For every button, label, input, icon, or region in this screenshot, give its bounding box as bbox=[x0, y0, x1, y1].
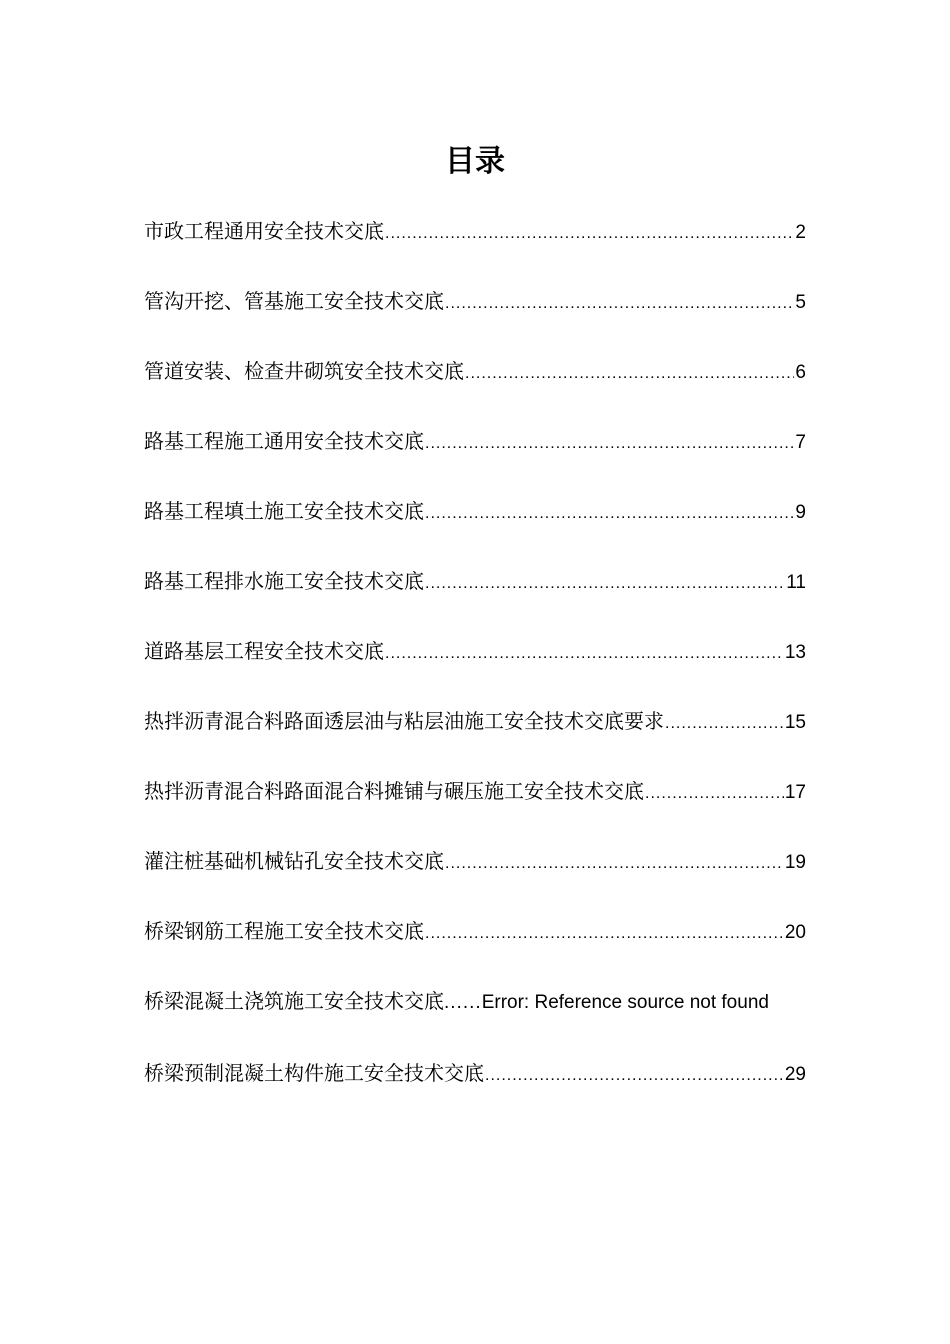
toc-leader-dots bbox=[465, 339, 794, 409]
toc-entry-page: 5 bbox=[795, 292, 806, 313]
toc-leader-dots bbox=[665, 689, 784, 759]
toc-entry-text: 灌注桩基础机械钻孔安全技术交底 bbox=[144, 849, 444, 873]
toc-leader-dots bbox=[445, 269, 794, 339]
toc-entry[interactable] bbox=[144, 546, 806, 616]
toc-entry[interactable] bbox=[144, 1038, 806, 1108]
toc-entry[interactable] bbox=[144, 896, 806, 966]
toc-entry-text: 路基工程排水施工安全技术交底 bbox=[144, 569, 424, 593]
toc-entry[interactable] bbox=[144, 756, 806, 826]
toc-entry[interactable] bbox=[144, 406, 806, 476]
toc-entry-text: 热拌沥青混合料路面混合料摊铺与碾压施工安全技术交底 bbox=[144, 779, 644, 803]
toc-entry-page: 9 bbox=[795, 502, 806, 523]
toc-entry[interactable] bbox=[144, 196, 806, 266]
toc-entry-text: 桥梁混凝土浇筑施工安全技术交底 bbox=[144, 989, 444, 1013]
toc-entry-page: 15 bbox=[784, 712, 806, 733]
toc-leader-dots bbox=[485, 1041, 784, 1111]
toc-entry-page: 13 bbox=[784, 642, 806, 663]
toc-list bbox=[144, 196, 806, 1108]
toc-entry[interactable] bbox=[144, 686, 806, 756]
toc-entry[interactable] bbox=[144, 266, 806, 336]
toc-leader-dots bbox=[645, 759, 784, 829]
toc-entry-text: 管沟开挖、管基施工安全技术交底 bbox=[144, 289, 444, 313]
toc-leader-dots bbox=[445, 829, 784, 899]
toc-leader-dots bbox=[425, 549, 785, 619]
toc-title: 目录 bbox=[445, 144, 505, 179]
toc-entry-page: 11 bbox=[786, 572, 806, 593]
toc-entry-page: 17 bbox=[784, 782, 806, 803]
toc-leader-dots bbox=[385, 619, 784, 689]
toc-entry-text: 路基工程填土施工安全技术交底 bbox=[144, 499, 424, 523]
toc-entry-text: 桥梁预制混凝土构件施工安全技术交底 bbox=[144, 1061, 484, 1085]
toc-entry-page: 19 bbox=[784, 852, 806, 873]
toc-leader-dots bbox=[425, 479, 794, 549]
toc-entry-page: 29 bbox=[784, 1064, 806, 1085]
toc-entry-page: 20 bbox=[784, 922, 806, 943]
toc-entry-text: 市政工程通用安全技术交底 bbox=[144, 219, 384, 243]
toc-entry-text: 路基工程施工通用安全技术交底 bbox=[144, 429, 424, 453]
toc-leader-dots bbox=[385, 199, 794, 269]
toc-entry-text: 桥梁钢筋工程施工安全技术交底 bbox=[144, 919, 424, 943]
toc-entry-page: Error: Reference source not found bbox=[481, 992, 769, 1013]
toc-entry[interactable] bbox=[144, 476, 806, 546]
toc-entry-text: 热拌沥青混合料路面透层油与粘层油施工安全技术交底要求 bbox=[144, 709, 664, 733]
toc-entry-text: 道路基层工程安全技术交底 bbox=[144, 639, 384, 663]
toc-entry[interactable] bbox=[144, 826, 806, 896]
toc-leader-dots bbox=[425, 899, 784, 969]
toc-leader-dots bbox=[425, 409, 794, 479]
toc-entry[interactable] bbox=[144, 966, 806, 1038]
toc-entry-page: 6 bbox=[795, 362, 806, 383]
toc-entry-page: 7 bbox=[795, 432, 806, 453]
toc-entry[interactable] bbox=[144, 616, 806, 686]
toc-entry-page: 2 bbox=[795, 222, 806, 243]
toc-entry[interactable] bbox=[144, 336, 806, 406]
toc-entry-text: 管道安装、检查井砌筑安全技术交底 bbox=[144, 359, 464, 383]
toc-leader-dots: ...... bbox=[444, 992, 482, 1013]
